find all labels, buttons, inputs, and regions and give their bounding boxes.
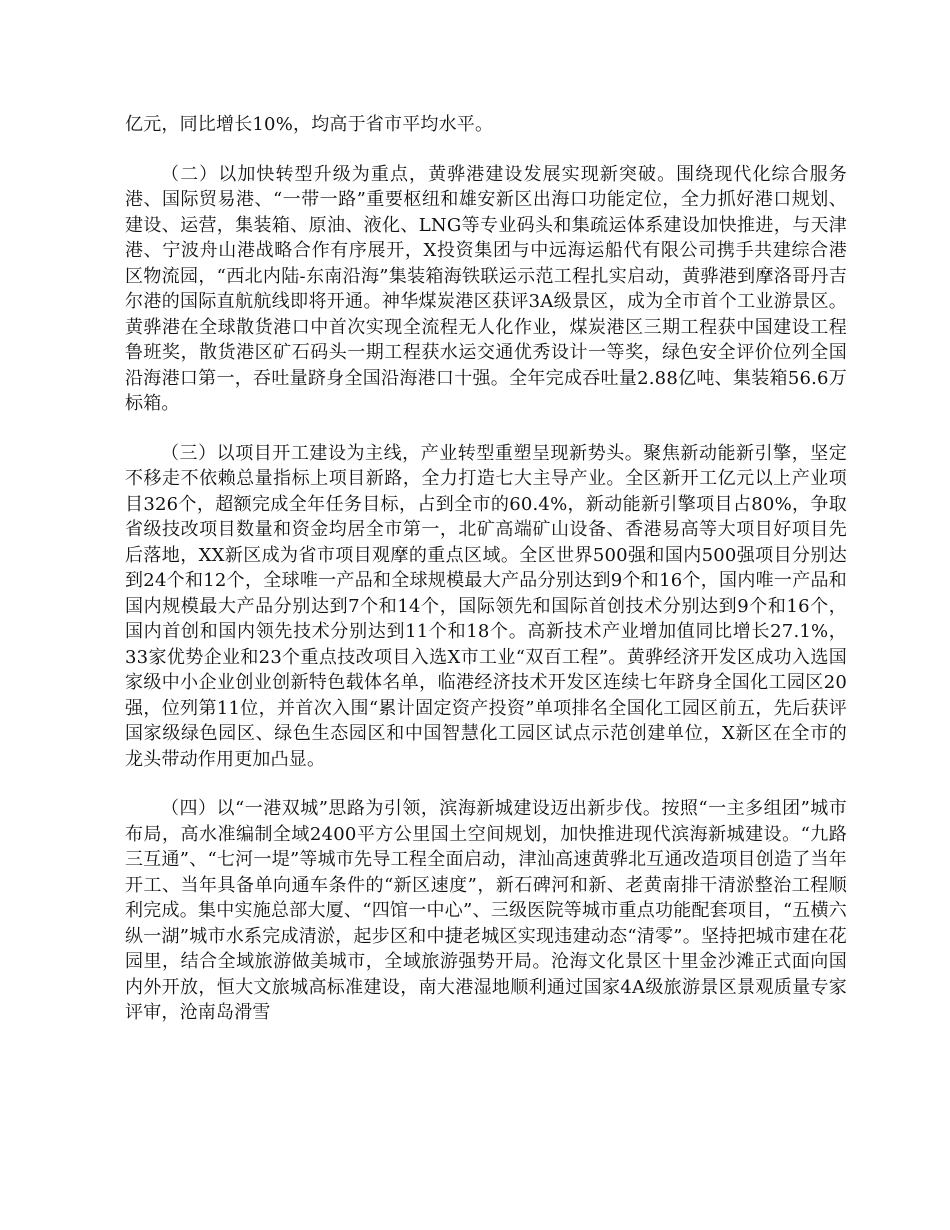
paragraph-gap (125, 772, 847, 796)
paragraph-coastal-city: （四）以“一港双城”思路为引领，滨海新城建设迈出新步伐。按照“一主多组团”城市布局，高水准编制全域2400平方公里国土空间规划，加快推进现代滨海新城建设。“九路三互通”、“七河一堤”等城市先导工程全面启动，津汕高速黄骅北互通改造项目创造了当年开工、当年具备单向通车条件的“新区速度”，新石碑河和新、老黄南排干清淤整治工程顺利完成。集中实施总部大厦、“四馆一中心”、三级医院等城市重点功能配套项目，“五横六纵一湖”城市水系完成清淤，起步区和中捷老城区实现违建动态“清零”。坚持把城市建在花园里，结合全域旅游做美城市，全域旅游强势开局。沧海文化景区十里金沙滩正式面向国内外开放，恒大文旅城高标准建设，南大港湿地顺利通过国家4A级旅游景区景观质量专家评审，沧南岛滑雪 (125, 798, 847, 1023)
paragraph-gap (125, 138, 847, 162)
paragraph-industry-projects: （三）以项目开工建设为主线，产业转型重塑呈现新势头。聚焦新动能新引擎，坚定不移走不依赖总量指标上项目新路，全力打造七大主导产业。全区新开工亿元以上产业项目326个，超额完成全年任务目标，占到全市的60.4%，新动能新引擎项目占80%，争取省级技改项目数量和资金均居全市第一，北矿高端矿山设备、香港易高等大项目好项目先后落地，XX新区成为省市项目观摩的重点区域。全区世界500强和国内500强项目分别达到24个和12个，全球唯一产品和全球规模最大产品分别达到9个和16个，国内唯一产品和国内规模最大产品分别达到7个和14个，国际领先和国际首创技术分别达到9个和16个，国内首创和国内领先技术分别达到11个和18个。高新技术产业增加值同比增长27.1%，33家优势企业和23个重点技改项目入选X市工业“双百工程”。黄骅经济开发区成功入选国家级中小企业创业创新特色载体名单，临港经济技术开发区连续七年跻身全国化工园区20强，位列第11位，并首次入围“累计固定资产投资”单项排名全国化工园区前五，先后获评国家级绿色园区、绿色生态园区和中国智慧化工园区试点示范创建单位，X新区在全市的龙头带动作用更加凸显。 (125, 442, 847, 770)
paragraph-port-construction: （二）以加快转型升级为重点，黄骅港建设发展实现新突破。围绕现代化综合服务港、国际贸易港、“一带一路”重要枢纽和雄安新区出海口功能定位，全力抓好港口规划、建设、运营，集装箱、原油、液化、LNG等专业码头和集疏运体系建设加快推进，与天津港、宁波舟山港战略合作有序展开，X投资集团与中远海运船代有限公司携手共建综合港区物流园，“西北内陆-东南沿海”集装箱海铁联运示范工程扎实启动，黄骅港到摩洛哥丹吉尔港的国际直航航线即将开通。神华煤炭港区获评3A级景区，成为全市首个工业游景区。黄骅港在全球散货港口中首次实现全流程无人化作业，煤炭港区三期工程获中国建设工程鲁班奖，散货港区矿石码头一期工程获水运交通优秀设计一等奖，绿色安全评价位列全国沿海港口第一，吞吐量跻身全国沿海港口十强。全年完成吞吐量2.88亿吨、集装箱56.6万标箱。 (125, 163, 847, 414)
paragraph-gap (125, 417, 847, 441)
paragraph-continuation: 亿元，同比增长10%，均高于省市平均水平。 (125, 114, 494, 135)
document-page (125, 112, 847, 1026)
